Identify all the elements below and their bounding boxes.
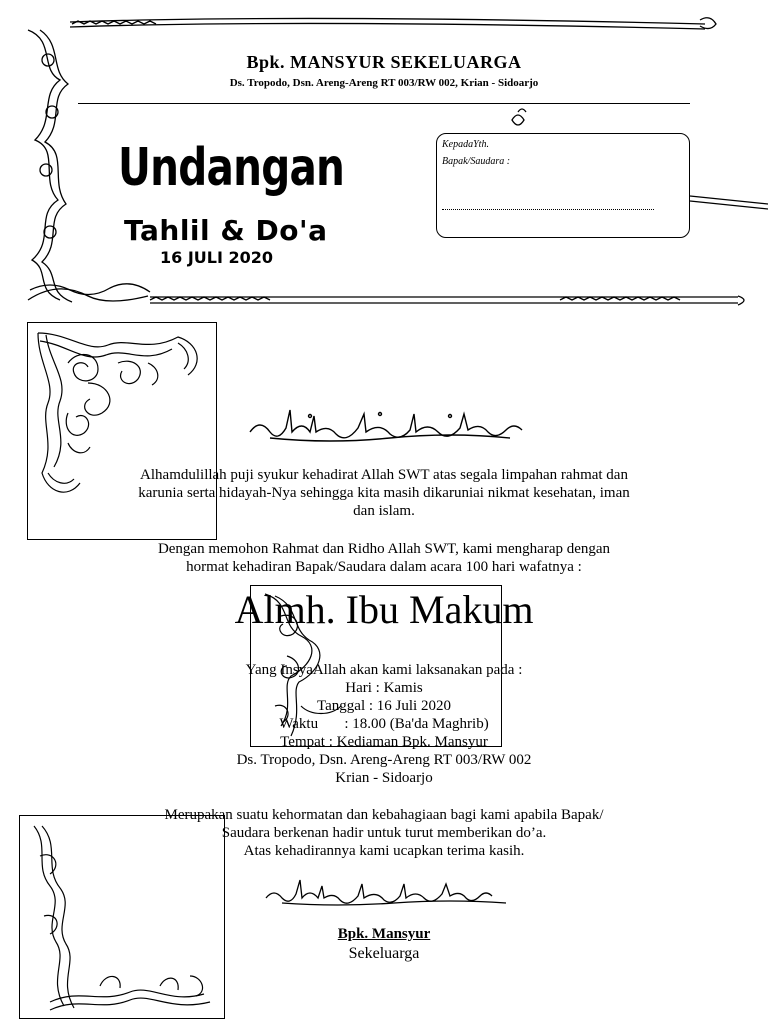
invitation-subtitle: Tahlil & Do'a <box>124 214 328 247</box>
signer-name <box>0 926 768 943</box>
event-place: Tempat : Kediaman Bpk. Mansyur <box>280 734 488 750</box>
recipient-sublabel: Bapak/Saudara : <box>442 156 511 167</box>
arabic-salam-calligraphy-icon <box>240 404 540 444</box>
recipient-label: KepadaYth. <box>442 139 489 150</box>
paragraph-line: hormat kehadiran Bapak/Saudara dalam acara 100 hari wafatnya : <box>186 559 582 575</box>
opening-paragraph <box>0 466 768 520</box>
invitation-title: Undangan <box>118 138 345 198</box>
event-intro: Yang InsyaAllah akan kami laksanakan pada : <box>245 662 523 678</box>
recipient-dotted-line <box>442 209 654 210</box>
paragraph-line: Saudara berkenan hadir untuk turut memberikan do’a. <box>221 825 547 841</box>
event-details <box>0 679 768 787</box>
sender-address: Ds. Tropodo, Dsn. Areng-Areng RT 003/RW 002, Krian - Sidoarjo <box>229 77 539 89</box>
paragraph-line: Alhamdulillah puji syukur kehadirat Allah SWT atas segala limpahan rahmat dan <box>140 467 628 483</box>
paragraph-line: karunia serta hidayah-Nya sehingga kita masih dikaruniai nikmat kesehatan, iman <box>138 485 630 501</box>
event-address-line: Krian - Sidoarjo <box>335 770 433 786</box>
paragraph-line: Dengan memohon Rahmat dan Ridho Allah SWT, kami mengharap dengan <box>157 541 611 557</box>
paragraph-line: Merupakan suatu kehormatan dan kebahagiaan bagi kami apabila Bapak/ <box>164 807 604 823</box>
invitation-date: 16 JULI 2020 <box>160 248 274 267</box>
signer-name-text: Bpk. Mansyur <box>337 926 431 942</box>
closing-paragraph <box>0 806 768 860</box>
event-address-line: Ds. Tropodo, Dsn. Areng-Areng RT 003/RW 002 <box>236 752 532 768</box>
signer-family: Sekeluarga <box>348 945 420 962</box>
sender-name: Bpk. MANSYUR SEKELUARGA <box>246 52 522 72</box>
event-day: Hari : Kamis <box>345 680 423 696</box>
header-divider <box>78 103 690 104</box>
paragraph-line: Atas kehadirannya kami ucapkan terima kasih. <box>243 843 525 859</box>
deceased-name: Almh. Ibu Makum <box>234 587 534 632</box>
request-paragraph <box>0 540 768 576</box>
event-date: Tanggal : 16 Juli 2020 <box>317 698 451 714</box>
paragraph-line: dan islam. <box>353 503 415 519</box>
event-time: Waktu : 18.00 (Ba'da Maghrib) <box>279 716 489 732</box>
arabic-salam-calligraphy-icon <box>258 876 530 906</box>
